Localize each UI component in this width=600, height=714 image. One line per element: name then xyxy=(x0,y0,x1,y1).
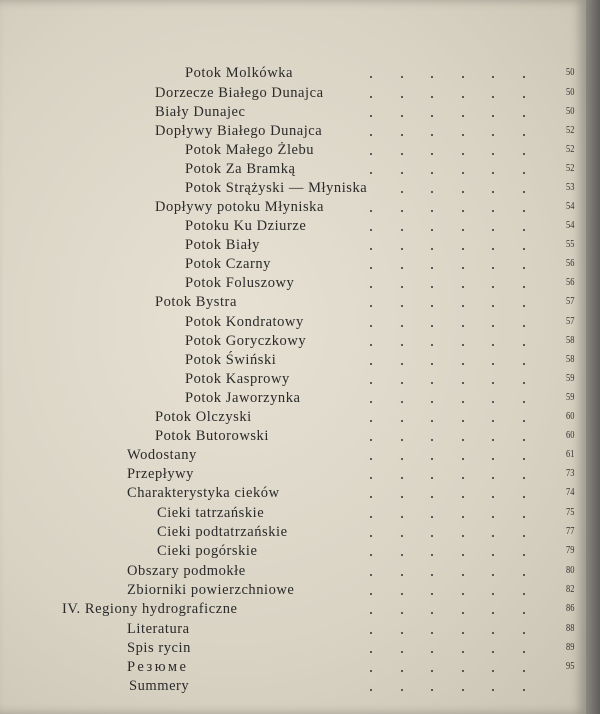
toc-entry-page-number: 50 xyxy=(566,67,575,78)
toc-entry-title: Potok Bystra xyxy=(155,294,237,310)
toc-entry-title: Potok Biały xyxy=(185,237,260,253)
toc-entry xyxy=(0,292,600,312)
toc-entry-title: Spis rycin xyxy=(127,640,191,656)
toc-entry-page-number: 54 xyxy=(566,201,575,212)
toc-entry-title: Wodostany xyxy=(127,447,197,463)
leader-dot xyxy=(370,96,372,98)
leader-dot xyxy=(401,554,403,556)
toc-entry-page-number: 73 xyxy=(566,468,575,479)
toc-entry-page-number: 88 xyxy=(566,623,575,634)
toc-entry-page-number: 58 xyxy=(566,354,575,365)
toc-entry xyxy=(0,638,600,658)
leader-dot xyxy=(401,172,403,174)
leader-dot xyxy=(462,76,464,78)
leader-dot xyxy=(523,535,525,537)
toc-entry-page-number: 52 xyxy=(566,163,575,174)
leader-dot xyxy=(523,229,525,231)
leader-dot xyxy=(462,477,464,479)
toc-entry-page-number: 56 xyxy=(566,277,575,288)
toc-entry xyxy=(0,561,600,581)
leader-dot xyxy=(523,651,525,653)
leader-dot xyxy=(431,612,433,614)
toc-entry xyxy=(0,178,600,198)
leader-dot xyxy=(523,325,525,327)
toc-entry xyxy=(0,63,600,83)
leader-dot xyxy=(523,612,525,614)
leader-dot xyxy=(523,554,525,556)
leader-dot xyxy=(462,305,464,307)
leader-dot xyxy=(462,458,464,460)
leader-dot xyxy=(492,229,494,231)
leader-dot xyxy=(431,210,433,212)
leader-dot xyxy=(401,76,403,78)
leader-dot xyxy=(523,344,525,346)
leader-dot xyxy=(370,286,372,288)
leader-dot xyxy=(492,382,494,384)
leader-dot xyxy=(401,153,403,155)
toc-entry xyxy=(0,140,600,160)
leader-dot xyxy=(492,191,494,193)
leader-dot xyxy=(523,574,525,576)
toc-entry-title: Dopływy Białego Dunajca xyxy=(155,123,323,139)
toc-entry xyxy=(0,102,600,122)
leader-dot xyxy=(523,689,525,691)
toc-entry-page-number: 54 xyxy=(566,220,575,231)
leader-dot xyxy=(431,420,433,422)
leader-dot xyxy=(523,305,525,307)
toc-entry xyxy=(0,331,600,351)
toc-entry xyxy=(0,619,600,639)
toc-entry xyxy=(0,676,600,696)
leader-dot xyxy=(492,670,494,672)
leader-dot xyxy=(523,210,525,212)
leader-dot xyxy=(370,689,372,691)
leader-dot xyxy=(523,401,525,403)
toc-entry xyxy=(0,426,600,446)
leader-dot xyxy=(370,651,372,653)
leader-dot xyxy=(431,439,433,441)
toc-entry-title: Summery xyxy=(129,678,190,694)
leader-dot xyxy=(523,363,525,365)
leader-dot xyxy=(401,134,403,136)
toc-entry-title: Резюме xyxy=(127,659,189,675)
toc-entry xyxy=(0,312,600,332)
leader-dot xyxy=(462,535,464,537)
leader-dot xyxy=(431,401,433,403)
toc-entry-title: Dopływy potoku Młyniska xyxy=(155,199,324,215)
toc-entry xyxy=(0,254,600,274)
leader-dot xyxy=(523,286,525,288)
leader-dot xyxy=(370,305,372,307)
toc-entry xyxy=(0,464,600,484)
toc-entry-page-number: 60 xyxy=(566,430,575,441)
leader-dot xyxy=(492,286,494,288)
leader-dot xyxy=(462,115,464,117)
leader-dot xyxy=(523,670,525,672)
leader-dot xyxy=(462,554,464,556)
leader-dot xyxy=(462,229,464,231)
leader-dot xyxy=(431,248,433,250)
toc-entry-page-number: 59 xyxy=(566,373,575,384)
leader-dot xyxy=(523,439,525,441)
leader-dot xyxy=(462,401,464,403)
leader-dot xyxy=(492,651,494,653)
leader-dot xyxy=(523,172,525,174)
toc-entry-title: Potoku Ku Dziurze xyxy=(185,218,307,234)
leader-dot xyxy=(492,305,494,307)
leader-dot xyxy=(401,651,403,653)
leader-dot xyxy=(370,382,372,384)
toc-entry-page-number: 57 xyxy=(566,296,575,307)
toc-entry-title: Potok Kasprowy xyxy=(185,371,290,387)
leader-dot xyxy=(401,593,403,595)
leader-dot xyxy=(523,382,525,384)
leader-dot xyxy=(370,612,372,614)
leader-dot xyxy=(401,477,403,479)
leader-dot xyxy=(462,248,464,250)
leader-dot xyxy=(401,574,403,576)
leader-dot xyxy=(462,632,464,634)
toc-entry-page-number: 60 xyxy=(566,411,575,422)
toc-entry-page-number: 82 xyxy=(566,584,575,595)
toc-entry-page-number: 86 xyxy=(566,603,575,614)
toc-entry-page-number: 61 xyxy=(566,449,575,460)
toc-entry-title: Charakterystyka cieków xyxy=(127,485,280,501)
toc-entry-page-number: 57 xyxy=(566,316,575,327)
leader-dot xyxy=(370,325,372,327)
leader-dot xyxy=(401,115,403,117)
leader-dot xyxy=(431,535,433,537)
leader-dot xyxy=(401,286,403,288)
toc-entry-page-number: 52 xyxy=(566,125,575,136)
toc-entry-title: Potok Strążyski — Młyniska xyxy=(185,180,368,196)
leader-dot xyxy=(431,651,433,653)
toc-entry-title: Przepływy xyxy=(127,466,194,482)
toc-entry-title: Cieki podtatrzańskie xyxy=(157,524,288,540)
toc-entry-title: Potok Czarny xyxy=(185,256,271,272)
toc-entry-page-number: 74 xyxy=(566,487,575,498)
toc-entry-title: Dorzecze Białego Dunajca xyxy=(155,85,324,101)
leader-dot xyxy=(370,134,372,136)
toc-entry-title: Biały Dunajec xyxy=(155,104,246,120)
leader-dot xyxy=(492,115,494,117)
toc-entry xyxy=(0,350,600,370)
leader-dot xyxy=(431,632,433,634)
leader-dot xyxy=(462,363,464,365)
leader-dot xyxy=(401,210,403,212)
leader-dot xyxy=(370,535,372,537)
toc-entry xyxy=(0,83,600,103)
leader-dot xyxy=(370,76,372,78)
leader-dot xyxy=(462,172,464,174)
leader-dot xyxy=(523,593,525,595)
leader-dot xyxy=(401,248,403,250)
leader-dot xyxy=(370,458,372,460)
leader-dot xyxy=(431,96,433,98)
leader-dot xyxy=(370,632,372,634)
leader-dot xyxy=(431,134,433,136)
leader-dot xyxy=(370,115,372,117)
toc-entry-page-number: 75 xyxy=(566,507,575,518)
toc-entry xyxy=(0,197,600,217)
leader-dot xyxy=(492,574,494,576)
leader-dot xyxy=(431,76,433,78)
leader-dot xyxy=(462,516,464,518)
leader-dot xyxy=(401,305,403,307)
leader-dot xyxy=(370,420,372,422)
toc-entry xyxy=(0,503,600,523)
leader-dot xyxy=(492,401,494,403)
toc-entry xyxy=(0,388,600,408)
toc-entry xyxy=(0,657,600,677)
leader-dot xyxy=(492,496,494,498)
leader-dot xyxy=(492,248,494,250)
leader-dot xyxy=(462,439,464,441)
toc-entry xyxy=(0,369,600,389)
leader-dot xyxy=(523,153,525,155)
leader-dot xyxy=(492,689,494,691)
toc-entry-title: Potok Molkówka xyxy=(185,65,293,81)
toc-entry-title: Potok Olczyski xyxy=(155,409,252,425)
leader-dot xyxy=(401,191,403,193)
leader-dot xyxy=(431,153,433,155)
toc-entry-page-number: 59 xyxy=(566,392,575,403)
leader-dot xyxy=(431,574,433,576)
leader-dot xyxy=(523,496,525,498)
leader-dot xyxy=(401,689,403,691)
leader-dot xyxy=(431,229,433,231)
leader-dot xyxy=(492,210,494,212)
toc-entry-page-number: 56 xyxy=(566,258,575,269)
leader-dot xyxy=(370,363,372,365)
toc-entry-title: Cieki tatrzańskie xyxy=(157,505,265,521)
leader-dot xyxy=(370,172,372,174)
leader-dot xyxy=(523,96,525,98)
leader-dot xyxy=(492,267,494,269)
leader-dot xyxy=(370,670,372,672)
leader-dot xyxy=(492,535,494,537)
leader-dot xyxy=(462,325,464,327)
leader-dot xyxy=(401,535,403,537)
toc-entry xyxy=(0,273,600,293)
toc-entry-title: Zbiorniki powierzchniowe xyxy=(127,582,295,598)
toc-entry xyxy=(0,121,600,141)
toc-entry xyxy=(0,522,600,542)
leader-dot xyxy=(462,191,464,193)
toc-entry xyxy=(0,483,600,503)
toc-entry-title: Potok Za Bramką xyxy=(185,161,296,177)
leader-dot xyxy=(401,96,403,98)
leader-dot xyxy=(431,344,433,346)
toc-entry xyxy=(0,580,600,600)
toc-entry xyxy=(0,216,600,236)
leader-dot xyxy=(370,516,372,518)
leader-dot xyxy=(523,458,525,460)
leader-dot xyxy=(462,286,464,288)
leader-dot xyxy=(462,134,464,136)
leader-dot xyxy=(462,689,464,691)
leader-dot xyxy=(462,210,464,212)
leader-dot xyxy=(401,344,403,346)
leader-dot xyxy=(431,554,433,556)
leader-dot xyxy=(370,496,372,498)
leader-dot xyxy=(462,496,464,498)
leader-dot xyxy=(492,134,494,136)
leader-dot xyxy=(370,477,372,479)
leader-dot xyxy=(523,267,525,269)
toc-entry-title: IV. Regiony hydrograficzne xyxy=(62,601,238,617)
leader-dot xyxy=(370,153,372,155)
leader-dot xyxy=(370,248,372,250)
leader-dot xyxy=(370,554,372,556)
leader-dot xyxy=(401,496,403,498)
leader-dot xyxy=(492,632,494,634)
leader-dot xyxy=(431,382,433,384)
toc-entry-title: Potok Foluszowy xyxy=(185,275,295,291)
leader-dot xyxy=(370,401,372,403)
leader-dot xyxy=(462,420,464,422)
leader-dot xyxy=(462,651,464,653)
leader-dot xyxy=(431,593,433,595)
leader-dot xyxy=(462,574,464,576)
leader-dot xyxy=(492,593,494,595)
leader-dot xyxy=(523,420,525,422)
leader-dot xyxy=(492,344,494,346)
leader-dot xyxy=(523,115,525,117)
leader-dot xyxy=(431,191,433,193)
toc-entry-page-number: 77 xyxy=(566,526,575,537)
leader-dot xyxy=(370,439,372,441)
leader-dot xyxy=(370,593,372,595)
leader-dot xyxy=(431,477,433,479)
toc-entry-title: Potok Goryczkowy xyxy=(185,333,307,349)
leader-dot xyxy=(431,325,433,327)
toc-entry-page-number: 50 xyxy=(566,106,575,117)
leader-dot xyxy=(431,267,433,269)
leader-dot xyxy=(401,439,403,441)
leader-dot xyxy=(492,458,494,460)
leader-dot xyxy=(431,363,433,365)
leader-dot xyxy=(492,420,494,422)
toc-entry-page-number: 95 xyxy=(566,661,575,672)
leader-dot xyxy=(523,516,525,518)
toc-entry xyxy=(0,159,600,179)
leader-dot xyxy=(492,153,494,155)
leader-dot xyxy=(462,382,464,384)
toc-entry-title: Potok Świński xyxy=(185,352,277,368)
toc-entry-title: Cieki pogórskie xyxy=(157,543,258,559)
leader-dot xyxy=(401,401,403,403)
leader-dot xyxy=(401,363,403,365)
leader-dot xyxy=(492,96,494,98)
leader-dot xyxy=(431,115,433,117)
leader-dot xyxy=(462,593,464,595)
leader-dot xyxy=(492,363,494,365)
toc-entry-page-number: 58 xyxy=(566,335,575,346)
leader-dot xyxy=(523,76,525,78)
toc-entry xyxy=(0,541,600,561)
leader-dot xyxy=(431,286,433,288)
leader-dot xyxy=(401,458,403,460)
toc-entry-title: Potok Jaworzynka xyxy=(185,390,301,406)
leader-dot xyxy=(462,612,464,614)
leader-dot xyxy=(401,632,403,634)
leader-dot xyxy=(370,229,372,231)
leader-dot xyxy=(370,344,372,346)
leader-dot xyxy=(431,172,433,174)
toc-entry-title: Potok Małego Żlebu xyxy=(185,142,315,158)
leader-dot xyxy=(401,325,403,327)
leader-dot xyxy=(431,458,433,460)
leader-dot xyxy=(401,670,403,672)
toc-entry-title: Potok Kondratowy xyxy=(185,314,304,330)
leader-dot xyxy=(523,134,525,136)
leader-dot xyxy=(462,267,464,269)
leader-dot xyxy=(401,420,403,422)
leader-dot xyxy=(401,516,403,518)
leader-dot xyxy=(401,267,403,269)
leader-dot xyxy=(370,267,372,269)
toc-entry xyxy=(0,599,600,619)
leader-dot xyxy=(492,477,494,479)
leader-dot xyxy=(401,612,403,614)
leader-dot xyxy=(492,325,494,327)
toc-entry xyxy=(0,235,600,255)
toc-entry-page-number: 50 xyxy=(566,87,575,98)
toc-entry-page-number: 55 xyxy=(566,239,575,250)
toc-entry-title: Potok Butorowski xyxy=(155,428,269,444)
leader-dot xyxy=(492,612,494,614)
leader-dot xyxy=(462,153,464,155)
leader-dot xyxy=(431,670,433,672)
leader-dot xyxy=(492,76,494,78)
leader-dot xyxy=(370,574,372,576)
leader-dot xyxy=(401,382,403,384)
leader-dot xyxy=(523,477,525,479)
leader-dot xyxy=(401,229,403,231)
toc-entry-page-number: 80 xyxy=(566,565,575,576)
leader-dot xyxy=(492,554,494,556)
leader-dot xyxy=(462,96,464,98)
leader-dot xyxy=(370,210,372,212)
leader-dot xyxy=(431,496,433,498)
toc-entry-title: Obszary podmokłe xyxy=(127,563,246,579)
leader-dot xyxy=(523,632,525,634)
toc-entry-page-number: 89 xyxy=(566,642,575,653)
leader-dot xyxy=(431,516,433,518)
toc-entry xyxy=(0,407,600,427)
leader-dot xyxy=(431,689,433,691)
toc-entry xyxy=(0,445,600,465)
leader-dot xyxy=(431,305,433,307)
leader-dot xyxy=(462,670,464,672)
leader-dot xyxy=(492,172,494,174)
toc-entry-page-number: 53 xyxy=(566,182,575,193)
toc-entry-page-number: 79 xyxy=(566,545,575,556)
leader-dot xyxy=(523,191,525,193)
toc-entry-page-number: 52 xyxy=(566,144,575,155)
leader-dot xyxy=(492,516,494,518)
leader-dot xyxy=(462,344,464,346)
leader-dot xyxy=(492,439,494,441)
toc-entry-title: Literatura xyxy=(127,621,190,637)
leader-dot xyxy=(523,248,525,250)
